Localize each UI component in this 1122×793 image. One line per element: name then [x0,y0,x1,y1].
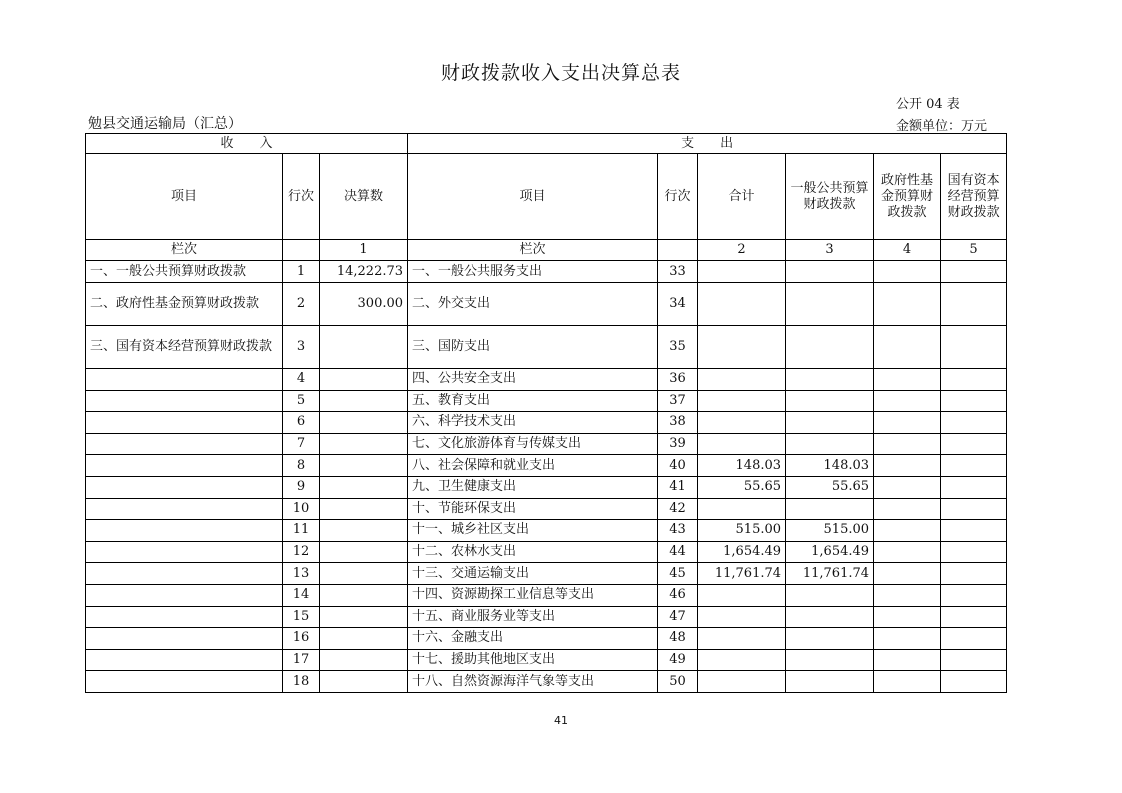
expense-general-budget-cell: 515.00 [786,520,874,542]
expense-total-cell [698,261,786,283]
expense-total-cell [698,606,786,628]
expense-total-cell: 515.00 [698,520,786,542]
income-amount-cell: 300.00 [320,283,408,326]
table-row [86,476,1007,498]
income-row-no-cell: 11 [283,520,320,542]
income-amount-cell [320,671,408,693]
income-amount-cell [320,606,408,628]
income-amount-cell [320,498,408,520]
col-index-label: 栏次 [86,240,283,261]
expense-gov-fund-cell [874,369,941,391]
expense-row-no-cell: 34 [658,283,698,326]
expense-state-capital-cell [941,326,1007,369]
expense-total-cell [698,326,786,369]
expense-item-cell: 十三、交通运输支出 [408,563,658,585]
expense-total-cell [698,283,786,326]
income-row-no-cell: 9 [283,476,320,498]
income-amount-cell [320,584,408,606]
expense-general-budget-cell: 55.65 [786,476,874,498]
amount-unit: 金额单位：万元 [896,119,988,134]
expense-state-capital-cell [941,671,1007,693]
expense-item-cell: 十、节能环保支出 [408,498,658,520]
expense-general-budget-cell [786,261,874,283]
expense-gov-fund-cell [874,541,941,563]
expense-item-cell: 十五、商业服务业等支出 [408,606,658,628]
expense-general-budget-cell: 1,654.49 [786,541,874,563]
expense-general-budget-cell [786,283,874,326]
expense-item-cell: 二、外交支出 [408,283,658,326]
expense-total-cell: 148.03 [698,455,786,477]
table-row [86,261,1007,283]
income-amount-cell [320,541,408,563]
income-row-no-cell: 8 [283,455,320,477]
expense-row-no-cell: 37 [658,390,698,412]
expense-gov-fund-cell [874,649,941,671]
expense-row-no-cell: 45 [658,563,698,585]
income-item-cell [86,563,283,585]
income-row-no-cell: 3 [283,326,320,369]
col-index-blank-right [658,240,698,261]
expense-total-cell [698,390,786,412]
expense-state-capital-cell [941,433,1007,455]
expense-row-no-cell: 42 [658,498,698,520]
expense-total-cell: 1,654.49 [698,541,786,563]
finance-summary-table [85,133,1007,693]
expense-gov-fund-cell [874,476,941,498]
income-amount-cell [320,649,408,671]
income-amount-cell [320,390,408,412]
table-row [86,606,1007,628]
income-item-cell [86,498,283,520]
expense-item-cell: 一、一般公共服务支出 [408,261,658,283]
expense-row-no-cell: 36 [658,369,698,391]
table-row [86,541,1007,563]
income-amount-cell [320,433,408,455]
income-item-cell [86,671,283,693]
table-row [86,369,1007,391]
page-number: 41 [554,714,568,727]
expense-total-cell [698,671,786,693]
income-row-no-cell: 17 [283,649,320,671]
income-item-cell: 二、政府性基金预算财政拨款 [86,283,283,326]
expense-state-capital-cell [941,541,1007,563]
income-row-no-cell: 7 [283,433,320,455]
expense-general-budget-cell [786,326,874,369]
income-row-no-cell: 16 [283,628,320,650]
expense-row-no-header: 行次 [658,154,698,240]
income-item-cell [86,455,283,477]
expense-state-capital-cell [941,283,1007,326]
expense-state-capital-cell [941,649,1007,671]
income-header: 收 入 [86,134,408,154]
income-amount-cell [320,563,408,585]
expense-total-cell [698,498,786,520]
col-index-label-right: 栏次 [408,240,658,261]
expense-row-no-cell: 33 [658,261,698,283]
income-amount-cell [320,476,408,498]
expense-item-cell: 六、科学技术支出 [408,412,658,434]
expense-row-no-cell: 41 [658,476,698,498]
col-index-4: 4 [874,240,941,261]
income-item-header: 项目 [86,154,283,240]
expense-row-no-cell: 46 [658,584,698,606]
expense-gov-fund-cell [874,563,941,585]
income-row-no-cell: 1 [283,261,320,283]
expense-state-capital-cell [941,628,1007,650]
expense-item-cell: 九、卫生健康支出 [408,476,658,498]
income-item-cell [86,606,283,628]
expense-gov-fund-cell [874,606,941,628]
expense-item-cell: 四、公共安全支出 [408,369,658,391]
income-item-cell [86,412,283,434]
expense-row-no-cell: 50 [658,671,698,693]
income-item-cell [86,476,283,498]
expense-general-budget-cell [786,390,874,412]
expense-item-cell: 十四、资源勘探工业信息等支出 [408,584,658,606]
expense-gov-fund-cell [874,412,941,434]
table-row [86,584,1007,606]
income-row-no-cell: 15 [283,606,320,628]
gov-fund-header: 政府性基金预算财政拨款 [874,154,941,240]
expense-item-cell: 十一、城乡社区支出 [408,520,658,542]
expense-gov-fund-cell [874,455,941,477]
expense-general-budget-cell [786,498,874,520]
income-item-cell [86,520,283,542]
expense-item-cell: 十二、农林水支出 [408,541,658,563]
expense-general-budget-cell [786,649,874,671]
expense-gov-fund-cell [874,498,941,520]
expense-item-cell: 十七、援助其他地区支出 [408,649,658,671]
income-item-cell: 一、一般公共预算财政拨款 [86,261,283,283]
income-amount-cell [320,520,408,542]
table-row [86,326,1007,369]
table-row [86,563,1007,585]
col-index-blank [283,240,320,261]
expense-state-capital-cell [941,520,1007,542]
income-row-no-cell: 5 [283,390,320,412]
expense-gov-fund-cell [874,520,941,542]
total-header: 合计 [698,154,786,240]
expense-total-cell [698,649,786,671]
expense-total-cell [698,584,786,606]
expense-gov-fund-cell [874,261,941,283]
expense-state-capital-cell [941,606,1007,628]
expense-gov-fund-cell [874,628,941,650]
expense-item-cell: 八、社会保障和就业支出 [408,455,658,477]
general-budget-header: 一般公共预算财政拨款 [786,154,874,240]
income-amount-cell [320,628,408,650]
expense-row-no-cell: 40 [658,455,698,477]
expense-state-capital-cell [941,455,1007,477]
income-item-cell [86,541,283,563]
expense-row-no-cell: 38 [658,412,698,434]
table-row [86,283,1007,326]
income-row-no-cell: 10 [283,498,320,520]
expense-row-no-cell: 43 [658,520,698,542]
col-index-1: 1 [320,240,408,261]
organization-name: 勉县交通运输局（汇总） [88,116,242,132]
income-amount-cell [320,455,408,477]
table-row [86,390,1007,412]
expense-general-budget-cell [786,433,874,455]
table-row [86,498,1007,520]
expense-header: 支 出 [408,134,1007,154]
expense-gov-fund-cell [874,283,941,326]
form-number: 公开 04 表 [896,97,960,112]
expense-gov-fund-cell [874,433,941,455]
income-item-cell [86,628,283,650]
expense-item-cell: 十六、金融支出 [408,628,658,650]
expense-row-no-cell: 44 [658,541,698,563]
col-index-5: 5 [941,240,1007,261]
expense-general-budget-cell: 11,761.74 [786,563,874,585]
expense-general-budget-cell: 148.03 [786,455,874,477]
table-row [86,649,1007,671]
table-row [86,455,1007,477]
expense-row-no-cell: 49 [658,649,698,671]
expense-state-capital-cell [941,498,1007,520]
expense-state-capital-cell [941,563,1007,585]
expense-state-capital-cell [941,261,1007,283]
expense-general-budget-cell [786,412,874,434]
expense-state-capital-cell [941,584,1007,606]
expense-total-cell [698,369,786,391]
expense-row-no-cell: 39 [658,433,698,455]
expense-total-cell: 55.65 [698,476,786,498]
income-item-cell [86,390,283,412]
expense-item-cell: 三、国防支出 [408,326,658,369]
income-row-no-cell: 4 [283,369,320,391]
expense-item-cell: 五、教育支出 [408,390,658,412]
income-item-cell: 三、国有资本经营预算财政拨款 [86,326,283,369]
page-title: 财政拨款收入支出决算总表 [440,62,681,84]
expense-total-cell [698,628,786,650]
income-row-no-cell: 2 [283,283,320,326]
expense-item-cell: 十八、自然资源海洋气象等支出 [408,671,658,693]
expense-row-no-cell: 47 [658,606,698,628]
income-amount-cell [320,369,408,391]
income-item-cell [86,584,283,606]
expense-state-capital-cell [941,412,1007,434]
income-row-no-cell: 14 [283,584,320,606]
expense-item-header: 项目 [408,154,658,240]
income-amount-cell: 14,222.73 [320,261,408,283]
expense-general-budget-cell [786,584,874,606]
final-amount-header: 决算数 [320,154,408,240]
income-item-cell [86,649,283,671]
income-item-cell [86,369,283,391]
income-amount-cell [320,412,408,434]
col-index-2: 2 [698,240,786,261]
expense-item-cell: 七、文化旅游体育与传媒支出 [408,433,658,455]
income-row-no-header: 行次 [283,154,320,240]
expense-general-budget-cell [786,606,874,628]
expense-general-budget-cell [786,369,874,391]
expense-row-no-cell: 48 [658,628,698,650]
expense-gov-fund-cell [874,584,941,606]
expense-state-capital-cell [941,369,1007,391]
income-row-no-cell: 12 [283,541,320,563]
expense-state-capital-cell [941,390,1007,412]
expense-gov-fund-cell [874,671,941,693]
table-row [86,671,1007,693]
col-index-3: 3 [786,240,874,261]
expense-general-budget-cell [786,628,874,650]
expense-state-capital-cell [941,476,1007,498]
expense-total-cell: 11,761.74 [698,563,786,585]
expense-gov-fund-cell [874,390,941,412]
income-row-no-cell: 13 [283,563,320,585]
expense-gov-fund-cell [874,326,941,369]
income-item-cell [86,433,283,455]
expense-general-budget-cell [786,671,874,693]
table-row [86,520,1007,542]
table-row [86,628,1007,650]
state-capital-header: 国有资本经营预算财政拨款 [941,154,1007,240]
expense-total-cell [698,433,786,455]
income-row-no-cell: 18 [283,671,320,693]
expense-row-no-cell: 35 [658,326,698,369]
table-row [86,433,1007,455]
table-row [86,412,1007,434]
expense-total-cell [698,412,786,434]
income-amount-cell [320,326,408,369]
income-row-no-cell: 6 [283,412,320,434]
